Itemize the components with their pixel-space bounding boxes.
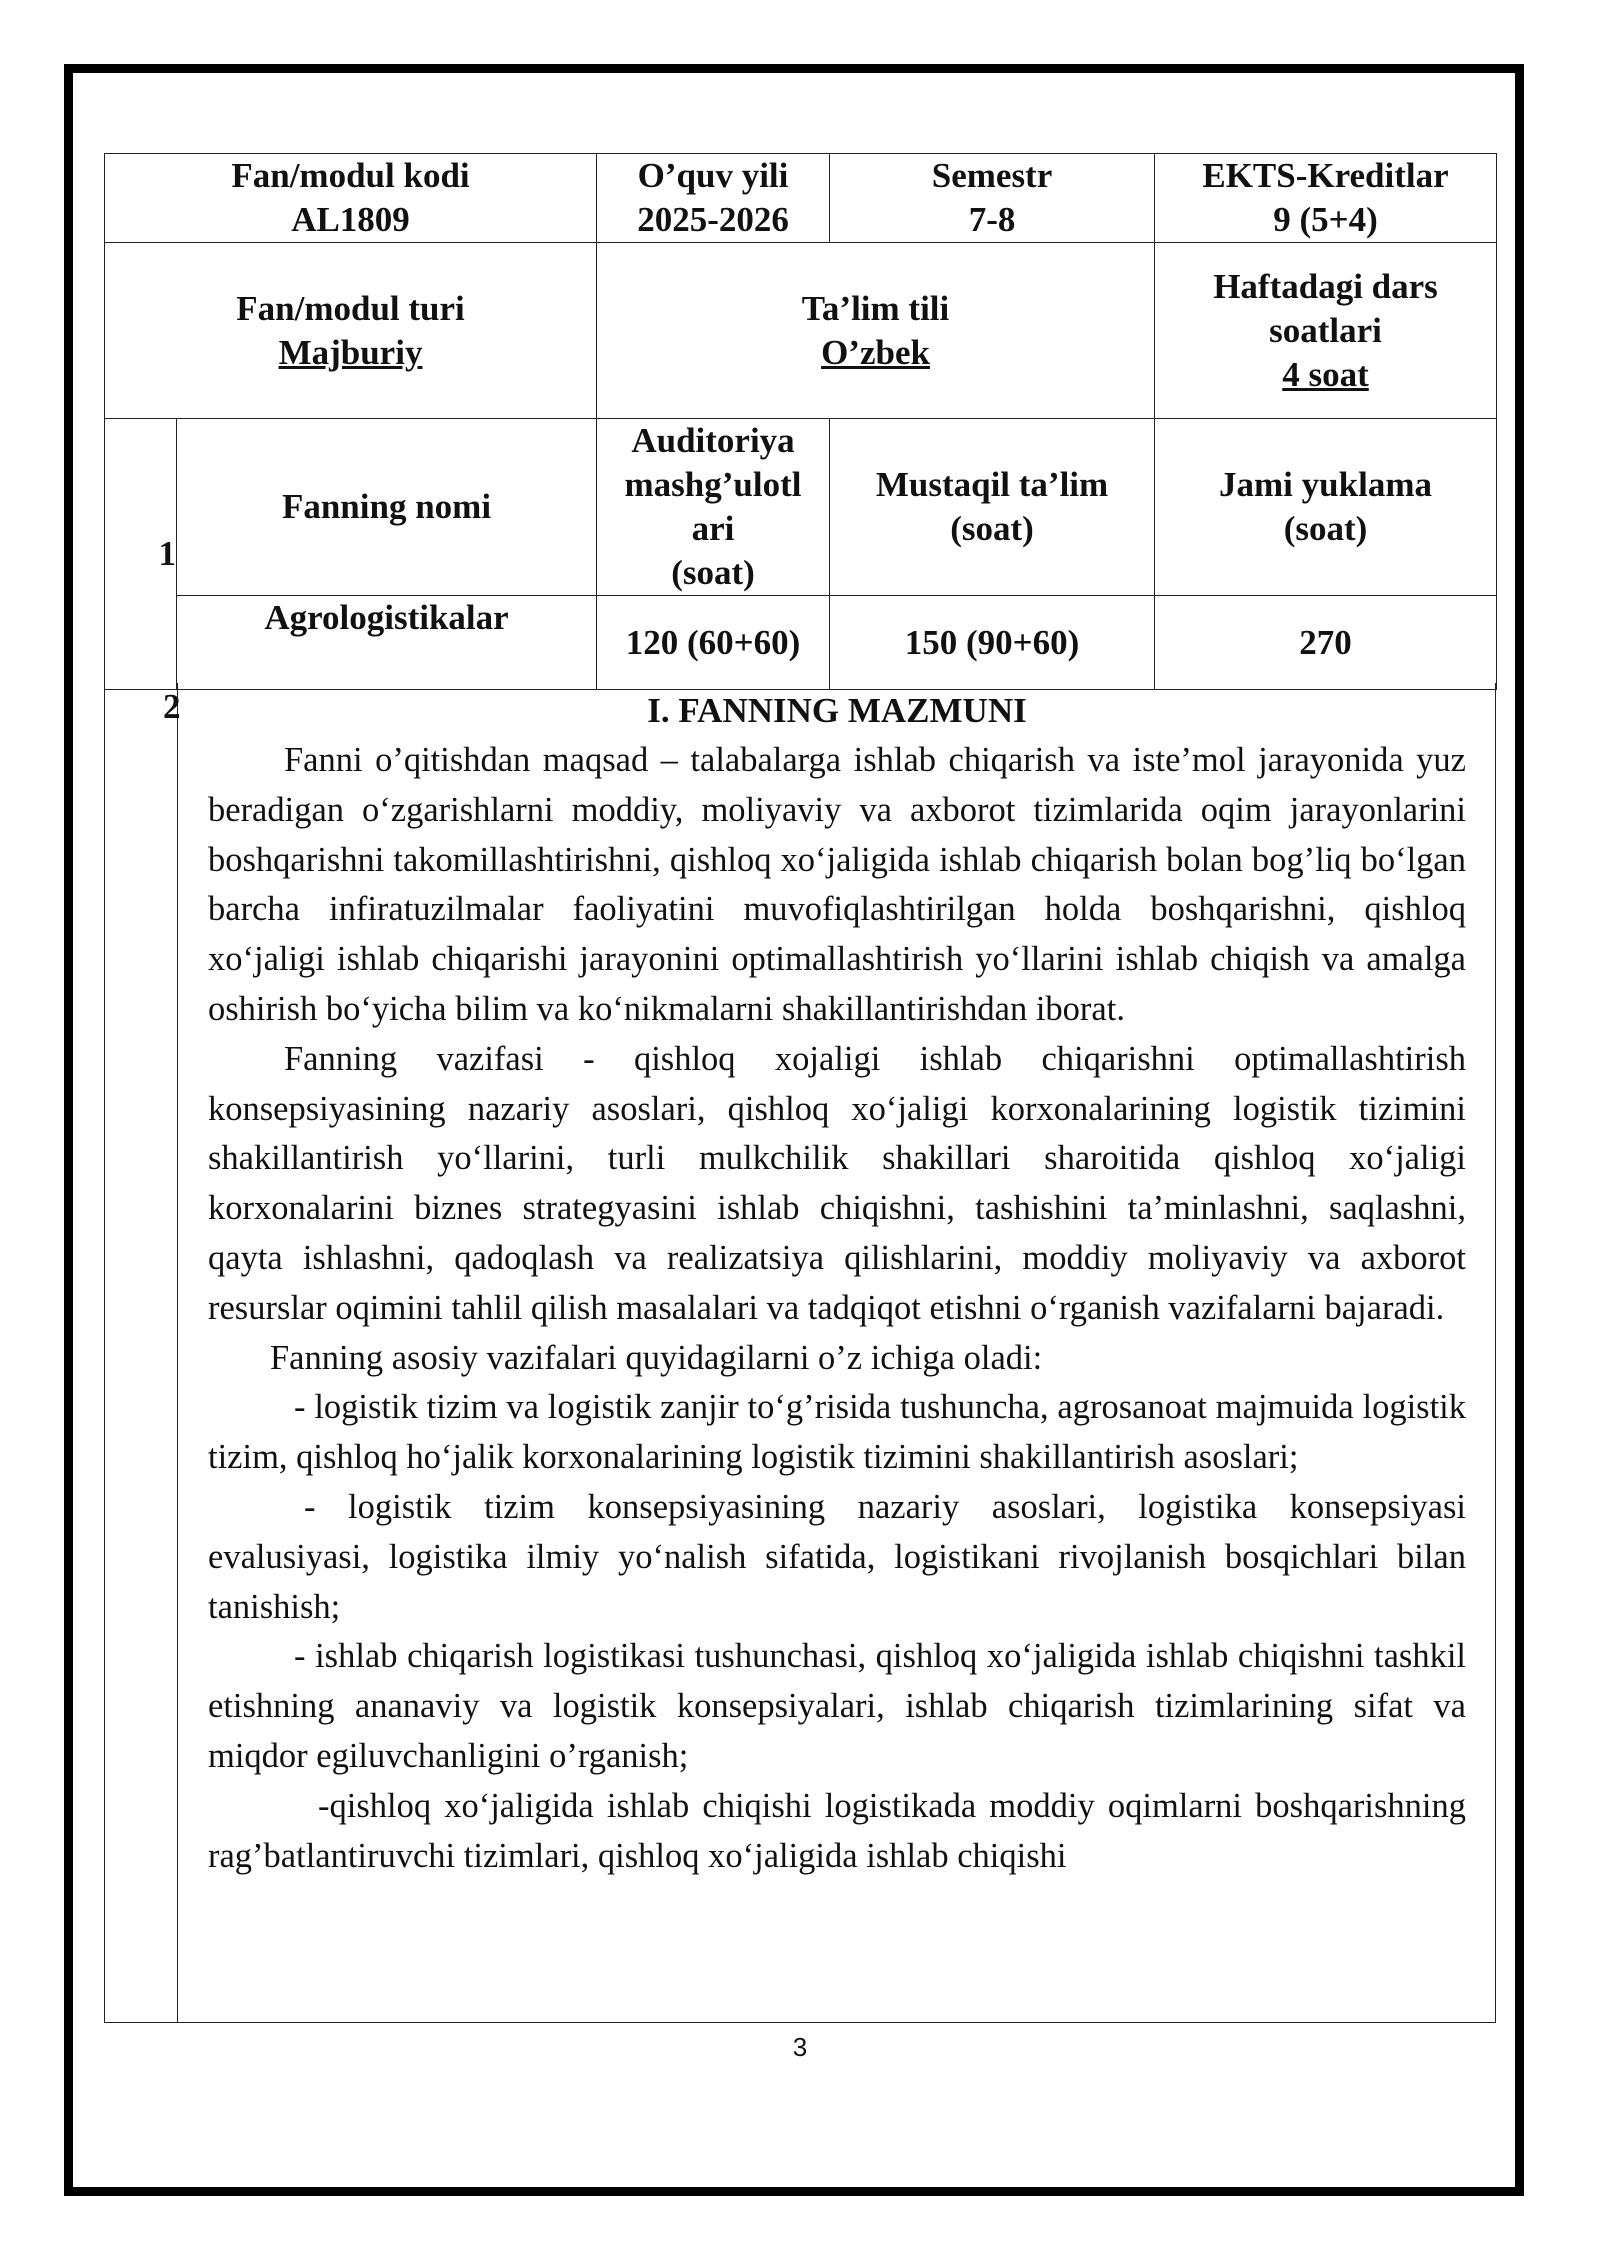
header-row-2 xyxy=(105,243,1497,419)
list-item-2: - logistik tizim konsepsiyasining nazariy asoslari, logistika konsepsiyasi evalusiyasi, logistika ilmiy yo‘nalish sifatida, logistikani rivojlanish bosqichlari bilan tanishish; xyxy=(208,1487,1466,1626)
auditory-value: 120 (60+60) xyxy=(625,622,801,662)
total-value: 270 xyxy=(1299,622,1352,662)
subject-name-label: Fanning nomi xyxy=(281,487,492,526)
paragraph-task: Fanning vazifasi - qishloq xojaligi ishlab chiqarishni optimallashtirish konsepsiyasining nazariy asoslari, qishloq xo‘jaligi korxonalarining logistik tizimini shakillantirish yo‘llarini, turli mulkchilik shakillari sharoitida qishloq xo‘jaligi korxonalarini biznes strategyasini ishlab chiqishni, tashishini ta’minlashni, saqlashni, qayta ishlashni, qadoqlash va realizatsiya qilishlarini, moddiy moliyaviy va axborot resurslar oqimini tahlil qilish masalalari va tadqiqot etishni o‘rganish vazifalarni bajaradi. xyxy=(208,1039,1466,1327)
subject-name-cell xyxy=(177,596,597,690)
subject-name-label-cell xyxy=(177,419,597,596)
weekly-hours-value: 4 soat xyxy=(1282,354,1369,394)
section-title: I. FANNING MAZMUNI xyxy=(647,691,1027,730)
credits-label: EKTS-Kreditlar xyxy=(1202,156,1449,195)
semester-value: 7-8 xyxy=(968,200,1016,239)
course-content-text xyxy=(208,686,1466,1881)
row-number-1-cell xyxy=(105,419,177,690)
page-number: 3 xyxy=(792,2032,808,2062)
list-item-4: -qishloq xo‘jaligida ishlab chiqishi logistikada moddiy oqimlarni boshqarishning rag’batlantiruvchi tizimlari, qishloq xo‘jaligida ishlab chiqishi xyxy=(208,1786,1466,1875)
independent-label-cell xyxy=(830,419,1155,596)
total-label-1: Jami yuklama xyxy=(1219,465,1432,504)
independent-label-1: Mustaqil ta’lim xyxy=(875,465,1109,504)
module-code-label: Fan/modul kodi xyxy=(231,156,470,195)
academic-year-label: O’quv yili xyxy=(637,156,789,195)
weekly-hours-label-1: Haftadagi dars xyxy=(1213,266,1438,306)
course-info-table xyxy=(104,153,1497,690)
row-number-1: 1 xyxy=(158,534,176,573)
auditory-label-1: Auditoriya xyxy=(631,421,795,460)
auditory-label-4: (soat) xyxy=(671,553,755,592)
language-value: O’zbek xyxy=(821,332,930,372)
module-type-cell xyxy=(105,243,597,419)
auditory-value-cell xyxy=(597,596,830,690)
total-label-2: (soat) xyxy=(1283,509,1368,548)
credits-value: 9 (5+4) xyxy=(1273,200,1378,239)
total-label-cell xyxy=(1155,419,1497,596)
course-content-cell xyxy=(104,683,1496,2023)
module-type-value: Majburiy xyxy=(278,332,423,372)
language-cell xyxy=(597,243,1155,419)
subject-header-row xyxy=(105,419,1497,596)
paragraph-goal: Fanni o’qitishdan maqsad – talabalarga ishlab chiqarish va iste’mol jarayonida yuz beradigan o‘zgarishlarni moddiy, moliyaviy va axborot tizimlarida oqim jarayonlarini boshqarishni takomillashtirishni, qishloq xo‘jaligida ishlab chiqarish bolan bog’liq bo‘lgan barcha infiratuzilmalar faoliyatini muvofiqlashtirilgan holda boshqarishni, qishloq xo‘jaligi ishlab chiqarishi jarayonini optimallashtirish yo‘llarini ishlab chiqish va amalga oshirish bo‘yicha bilim va ko‘nikmalarni shakillantirishdan iborat. xyxy=(208,741,1466,1028)
auditory-label-3: ari xyxy=(691,509,735,548)
weekly-hours-cell xyxy=(1155,243,1497,419)
module-type-label: Fan/modul turi xyxy=(236,288,465,328)
independent-value: 150 (90+60) xyxy=(904,622,1080,662)
semester-cell xyxy=(830,154,1155,243)
total-value-cell xyxy=(1155,596,1497,690)
subject-values-row xyxy=(105,596,1497,690)
independent-label-2: (soat) xyxy=(950,509,1034,548)
semester-label: Semestr xyxy=(931,156,1053,195)
language-label: Ta’lim tili xyxy=(801,288,950,328)
paragraph-main-tasks-intro: Fanning asosiy vazifalari quyidagilarni o’z ichiga oladi: xyxy=(270,1338,1043,1377)
subject-name-value: Agrologistikalar xyxy=(264,598,509,637)
weekly-hours-label-2: soatlari xyxy=(1269,310,1382,350)
auditory-label-cell xyxy=(597,419,830,596)
auditory-label-2: mashg’ulotl xyxy=(624,465,802,504)
module-code-cell xyxy=(105,154,597,243)
row-number-2: 2 xyxy=(163,687,181,726)
academic-year-cell xyxy=(597,154,830,243)
credits-cell xyxy=(1155,154,1497,243)
list-item-1: - logistik tizim va logistik zanjir to‘g’risida tushuncha, agrosanoat majmuida logistik tizim, qishloq ho‘jalik korxonalarining logistik tizimini shakillantirish asoslari; xyxy=(208,1388,1466,1477)
list-item-3: - ishlab chiqarish logistikasi tushunchasi, qishloq xo‘jaligida ishlab chiqishni tashkil etishning ananaviy va logistik konsepsiyalari, ishlab chiqarish tizimlarining sifat va miqdor egiluvchanligini o’rganish; xyxy=(208,1637,1466,1775)
module-code-value: AL1809 xyxy=(291,200,410,239)
header-row-1 xyxy=(105,154,1497,243)
independent-value-cell xyxy=(830,596,1155,690)
academic-year-value: 2025-2026 xyxy=(637,200,789,239)
